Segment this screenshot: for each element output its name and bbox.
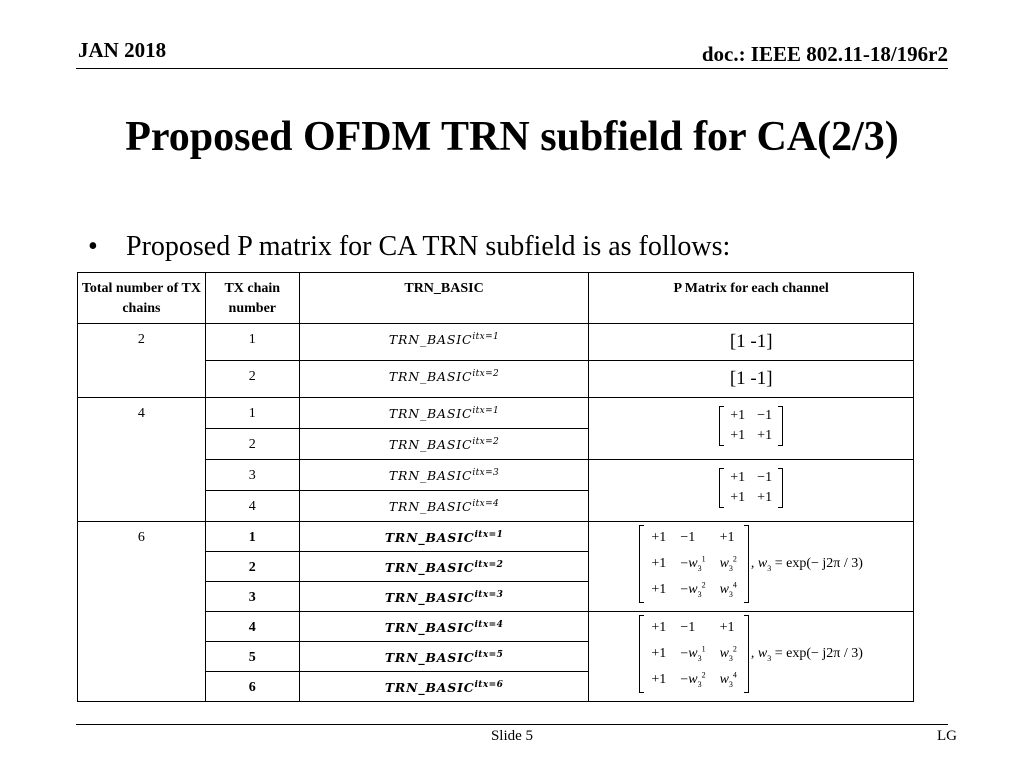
w-symbol — [758, 646, 771, 661]
matrix-entry: +1 — [730, 428, 746, 443]
w-subscript: 3 — [697, 564, 702, 574]
table-row — [78, 522, 914, 552]
trn-base: TRN_BASIC — [388, 369, 473, 385]
w-letter: w — [719, 672, 729, 688]
w-symbol — [688, 670, 706, 690]
w-superscript: 2 — [701, 580, 706, 590]
matrix-entry — [713, 641, 744, 667]
total-tx-cell — [78, 324, 206, 398]
w-symbol — [719, 670, 737, 690]
matrix-3x3-expression — [639, 525, 863, 603]
trn-cell — [299, 361, 589, 398]
trn-sup: itx=3 — [474, 590, 504, 600]
trn-cell — [299, 612, 589, 642]
chain-number: 2 — [248, 369, 256, 384]
trn-sup: itx=1 — [472, 332, 500, 342]
matrix-entry — [673, 667, 712, 693]
minus-sign: − — [680, 646, 689, 662]
def-eq: = exp — [774, 555, 807, 571]
trn-cell — [299, 522, 589, 552]
w-subscript: 3 — [697, 654, 702, 664]
chain-number: 4 — [248, 620, 256, 635]
chain-cell — [205, 522, 299, 552]
total-tx-value: 4 — [137, 406, 145, 421]
w-subscript: 3 — [767, 563, 772, 573]
w-subscript: 3 — [728, 590, 733, 600]
w-superscript: 1 — [701, 554, 706, 564]
w-symbol — [688, 644, 706, 664]
total-tx-value: 6 — [137, 530, 145, 545]
w-letter: w — [688, 646, 698, 662]
slide-title: Proposed OFDM TRN subfield for CA(2/3) — [125, 114, 899, 160]
w-symbol — [719, 644, 737, 664]
trn-base: TRN_BASIC — [384, 680, 475, 696]
w-letter: w — [757, 555, 768, 571]
trn-cell — [299, 324, 589, 361]
p-matrix-table — [77, 272, 914, 702]
w-superscript: 4 — [732, 580, 737, 590]
matrix-entry: −1 — [680, 530, 696, 545]
header-doc-id: doc.: IEEE 802.11-18/196r2 — [701, 42, 948, 66]
w-symbol — [758, 556, 771, 571]
w-letter: w — [719, 646, 729, 662]
matrix-entry: +1 — [651, 530, 667, 545]
chain-number: 1 — [248, 332, 256, 347]
def-arg: (− j2π / 3) — [806, 645, 863, 661]
table-row — [78, 398, 914, 429]
w-letter: w — [688, 556, 698, 572]
matrix-entry: +1 — [757, 428, 773, 443]
p-matrix-cell — [589, 612, 914, 702]
p-matrix-cell — [589, 522, 914, 612]
matrix-entry — [673, 577, 712, 603]
trn-cell — [299, 642, 589, 672]
w-superscript: 2 — [701, 670, 706, 680]
w3-definition — [751, 646, 863, 663]
trn-basic-symbol — [300, 612, 589, 635]
bracket-right-icon — [778, 406, 783, 446]
trn-basic-symbol — [300, 491, 589, 514]
matrix-3x3-expression — [639, 615, 863, 693]
trn-base: TRN_BASIC — [384, 620, 475, 636]
trn-cell — [299, 672, 589, 702]
matrix-entry — [713, 577, 744, 603]
trn-sup: itx=4 — [474, 620, 504, 630]
matrix-entry — [713, 667, 744, 693]
p-matrix-cell — [589, 398, 914, 460]
chain-number: 1 — [248, 530, 256, 545]
chain-cell — [205, 582, 299, 612]
trn-basic-symbol — [300, 361, 589, 384]
w-symbol — [719, 580, 737, 600]
matrix-entry — [673, 551, 712, 577]
bullet-text: Proposed P matrix for CA TRN subfield is as follows: — [126, 231, 731, 262]
trn-base: TRN_BASIC — [384, 530, 475, 546]
matrix-entry — [673, 641, 712, 667]
p-matrix-cell: [1 -1] — [589, 361, 914, 398]
w-letter: w — [757, 645, 768, 661]
matrix-entry: +1 — [651, 672, 667, 687]
w-superscript: 1 — [701, 644, 706, 654]
chain-cell — [205, 672, 299, 702]
trn-basic-symbol — [300, 429, 589, 452]
w-superscript: 2 — [732, 644, 737, 654]
w-letter: w — [688, 672, 698, 688]
trn-sup: itx=6 — [474, 680, 504, 690]
chain-cell — [205, 361, 299, 398]
trn-cell — [299, 398, 589, 429]
matrix-entry: +1 — [730, 470, 746, 485]
trn-base: TRN_BASIC — [388, 332, 473, 348]
matrix-entry: −1 — [680, 620, 696, 635]
matrix-entry: +1 — [730, 490, 746, 505]
matrix-entry: −1 — [757, 408, 773, 423]
bracket-right-icon — [744, 525, 749, 603]
chain-number: 3 — [248, 590, 256, 605]
header-total-tx: Total number of TX chains — [78, 273, 206, 324]
minus-sign: − — [680, 672, 689, 688]
trn-cell — [299, 491, 589, 522]
trn-base: TRN_BASIC — [388, 468, 473, 484]
trn-sup: itx=3 — [472, 468, 500, 478]
header-rule — [76, 68, 948, 69]
matrix-2x2 — [719, 468, 783, 508]
total-tx-cell — [78, 398, 206, 522]
chain-number: 4 — [248, 499, 256, 514]
footer-slide-number: Slide 5 — [490, 728, 534, 744]
chain-cell — [205, 398, 299, 429]
w-letter: w — [719, 556, 729, 572]
matrix-entry: −1 — [757, 470, 773, 485]
trn-sup: itx=2 — [472, 437, 500, 447]
footer-rule — [76, 724, 948, 725]
total-tx-value: 2 — [137, 332, 145, 347]
trn-cell — [299, 429, 589, 460]
matrix-entry: +1 — [651, 556, 667, 571]
def-eq: = exp — [774, 645, 807, 661]
trn-base: TRN_BASIC — [384, 590, 475, 606]
trn-basic-symbol — [300, 460, 589, 483]
trn-cell — [299, 552, 589, 582]
trn-cell — [299, 460, 589, 491]
matrix-entry: +1 — [719, 620, 735, 635]
matrix-entry — [713, 551, 744, 577]
total-tx-cell — [78, 522, 206, 702]
chain-cell — [205, 491, 299, 522]
def-arg: (− j2π / 3) — [806, 555, 863, 571]
bullet-dot-icon: • — [88, 231, 98, 262]
trn-sup: itx=2 — [472, 369, 500, 379]
w-symbol — [688, 554, 706, 574]
trn-sup: itx=1 — [474, 530, 504, 540]
header-p-matrix: P Matrix for each channel — [589, 273, 914, 324]
trn-sup: itx=2 — [474, 560, 504, 570]
chain-cell — [205, 429, 299, 460]
trn-basic-symbol — [300, 582, 589, 605]
chain-cell — [205, 642, 299, 672]
header-tx-chain: TX chain number — [205, 273, 299, 324]
chain-number: 1 — [248, 406, 256, 421]
matrix-entry: +1 — [651, 646, 667, 661]
trn-basic-symbol — [300, 398, 589, 421]
minus-sign: − — [680, 556, 689, 572]
bracket-right-icon — [744, 615, 749, 693]
trn-basic-symbol — [300, 324, 589, 347]
footer-org: LG — [937, 728, 957, 744]
trn-basic-symbol — [300, 552, 589, 575]
w-subscript: 3 — [728, 654, 733, 664]
minus-sign: − — [680, 582, 689, 598]
trn-base: TRN_BASIC — [384, 650, 475, 666]
w-subscript: 3 — [697, 590, 702, 600]
matrix-3x3 — [639, 615, 749, 693]
w-subscript: 3 — [728, 680, 733, 690]
trn-base: TRN_BASIC — [388, 437, 473, 453]
matrix-entry: +1 — [757, 490, 773, 505]
chain-cell — [205, 460, 299, 491]
w-subscript: 3 — [697, 680, 702, 690]
w-superscript: 4 — [732, 670, 737, 680]
chain-number: 6 — [248, 680, 256, 695]
w-subscript: 3 — [728, 564, 733, 574]
trn-base: TRN_BASIC — [388, 499, 473, 515]
trn-sup: itx=5 — [474, 650, 504, 660]
trn-cell — [299, 582, 589, 612]
comma: , — [750, 645, 755, 661]
bullet-item — [88, 231, 730, 263]
trn-basic-symbol — [300, 522, 589, 545]
matrix-entry: +1 — [651, 620, 667, 635]
bracket-right-icon — [778, 468, 783, 508]
w-letter: w — [688, 582, 698, 598]
chain-cell — [205, 552, 299, 582]
matrix-3x3 — [639, 525, 749, 603]
w-superscript: 2 — [732, 554, 737, 564]
matrix-entry: +1 — [730, 408, 746, 423]
comma: , — [750, 555, 755, 571]
header-date: JAN 2018 — [78, 38, 167, 62]
w-subscript: 3 — [767, 653, 772, 663]
chain-number: 5 — [248, 650, 256, 665]
trn-sup: itx=1 — [472, 406, 500, 416]
w-symbol — [719, 554, 737, 574]
p-matrix-cell — [589, 460, 914, 522]
matrix-entry: +1 — [719, 530, 735, 545]
table-header-row — [78, 273, 914, 324]
chain-cell — [205, 324, 299, 361]
header-trn-basic: TRN_BASIC — [299, 273, 589, 324]
chain-cell — [205, 612, 299, 642]
trn-base: TRN_BASIC — [388, 406, 473, 422]
chain-number: 3 — [248, 468, 256, 483]
trn-basic-symbol — [300, 672, 589, 695]
matrix-entry: +1 — [651, 582, 667, 597]
w-letter: w — [719, 582, 729, 598]
chain-number: 2 — [248, 437, 256, 452]
w3-definition — [751, 556, 863, 573]
matrix-2x2 — [719, 406, 783, 446]
table-row — [78, 324, 914, 361]
trn-sup: itx=4 — [472, 499, 500, 509]
chain-number: 2 — [248, 560, 256, 575]
trn-base: TRN_BASIC — [384, 560, 475, 576]
trn-basic-symbol — [300, 642, 589, 665]
p-matrix-cell: [1 -1] — [589, 324, 914, 361]
w-symbol — [688, 580, 706, 600]
